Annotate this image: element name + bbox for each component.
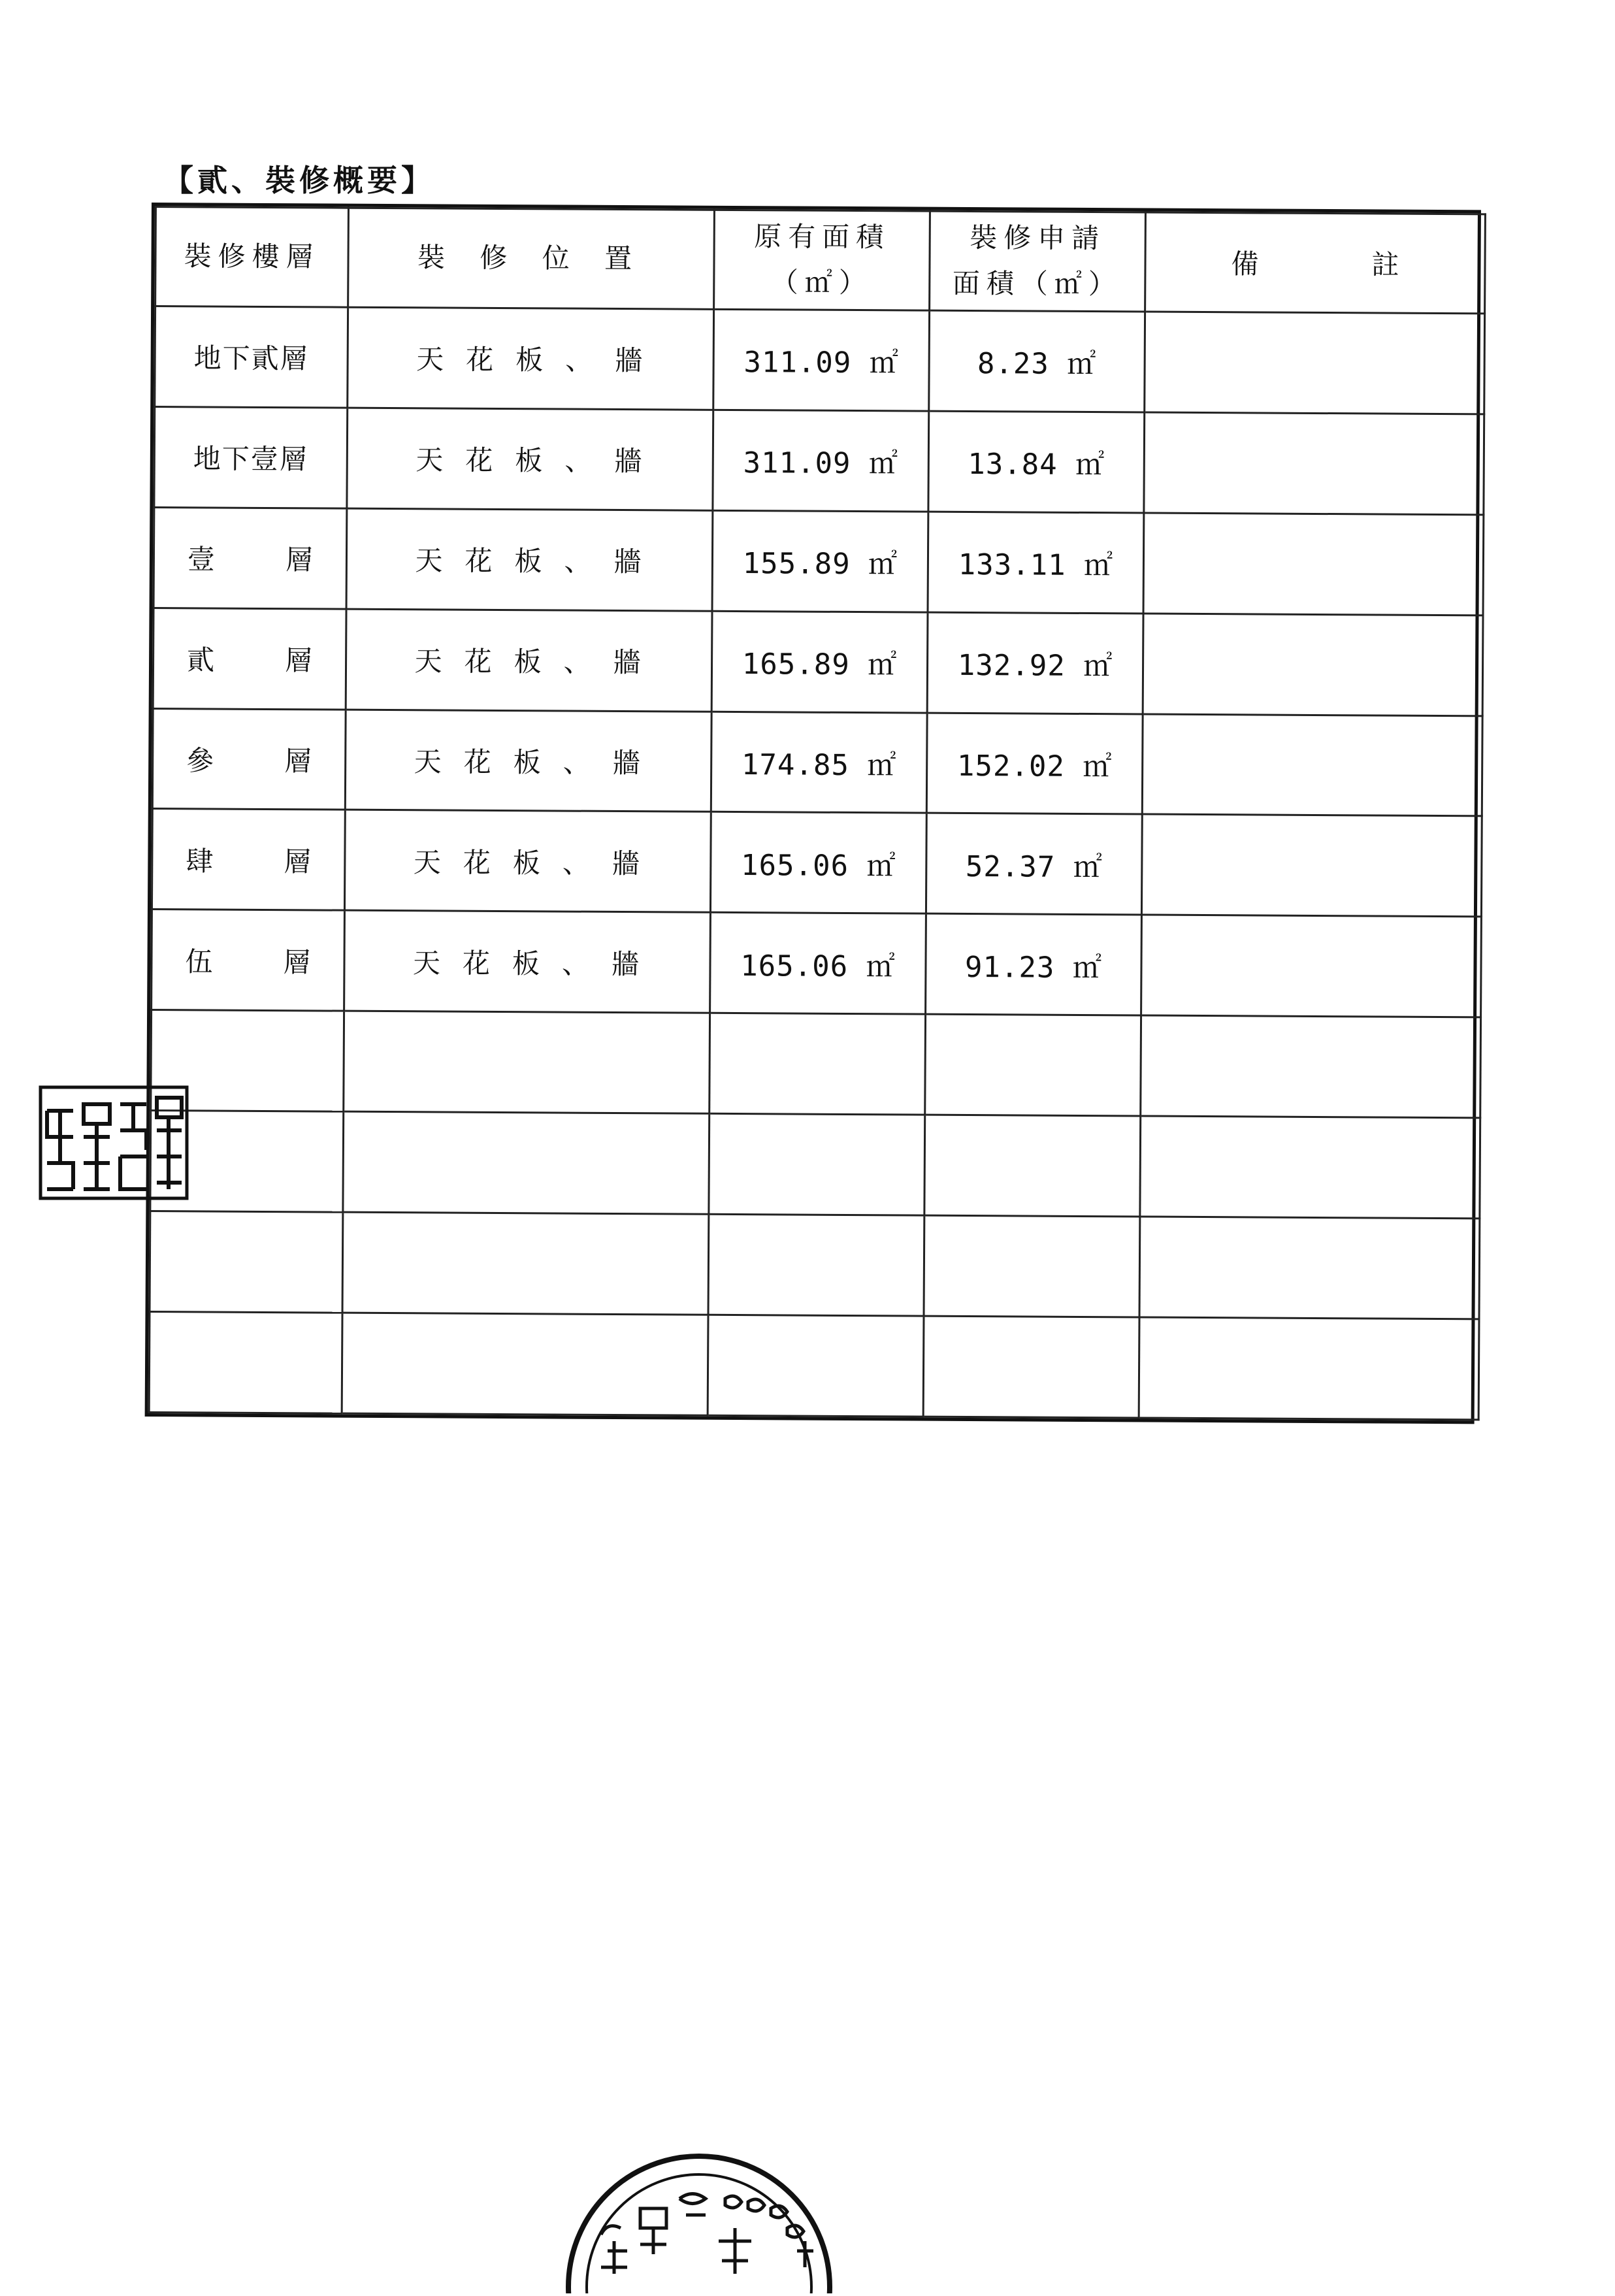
original-area-value: 311.09 ㎡ (743, 446, 899, 481)
applied-area-value: 8.23 ㎡ (977, 347, 1097, 382)
table-row (152, 910, 1482, 1017)
header-original-area (714, 210, 930, 310)
office-stamp-graphic (562, 2137, 836, 2293)
table-row (154, 406, 1484, 514)
architect-seal (38, 1085, 189, 1201)
header-position (348, 208, 715, 309)
floor-label-char-1: 肆 (186, 845, 214, 877)
header-remark-char-2: 註 (1371, 248, 1399, 282)
position-cell (347, 408, 713, 510)
original-area-value: 165.06 ㎡ (740, 949, 896, 984)
header-original-area-line2: （㎡） (770, 266, 873, 299)
position-label: 天花板、牆 (414, 645, 663, 679)
floor-label-char-1: 壹 (187, 543, 216, 576)
header-remark-char-1: 備 (1231, 248, 1259, 280)
original-area-value: 155.89 ㎡ (742, 547, 898, 582)
empty-cell (1141, 1015, 1481, 1118)
floor-label-char-2: 層 (284, 845, 312, 878)
floor-cell (154, 507, 347, 609)
applied-area-cell (926, 913, 1142, 1015)
floor-label-char-2: 層 (284, 644, 313, 677)
original-area-value: 311.09 ㎡ (743, 346, 900, 380)
architect-seal-graphic (38, 1085, 189, 1201)
applied-area-value: 13.84 ㎡ (968, 448, 1105, 482)
applied-area-value: 133.11 ㎡ (958, 548, 1114, 583)
original-area-cell (710, 812, 926, 914)
position-cell (344, 910, 711, 1013)
remark-cell (1141, 915, 1482, 1017)
section-title: 【貳、裝修概要】 (163, 163, 435, 198)
applied-area-value: 91.23 ㎡ (964, 950, 1103, 985)
empty-cell (710, 1013, 926, 1115)
position-cell (345, 710, 711, 812)
table-header-row (155, 207, 1486, 314)
empty-cell (709, 1113, 925, 1215)
original-area-value: 165.06 ㎡ (740, 848, 896, 883)
empty-cell (1140, 1116, 1480, 1219)
renovation-summary-table (148, 206, 1486, 1420)
header-remark (1145, 212, 1486, 314)
remark-cell (1142, 714, 1482, 817)
applied-area-cell (929, 310, 1145, 412)
original-area-value: 165.89 ㎡ (742, 648, 898, 682)
applied-area-cell (926, 813, 1142, 915)
original-area-cell (713, 309, 930, 411)
empty-cell (925, 1014, 1141, 1116)
position-label: 天花板、牆 (412, 947, 662, 981)
position-label: 天花板、牆 (414, 746, 662, 779)
header-applied-area (930, 211, 1146, 312)
floor-label-char-1: 伍 (185, 945, 213, 978)
position-cell (344, 810, 711, 913)
header-original-area-line1: 原有面積 (754, 220, 890, 254)
position-label: 天花板、牆 (415, 544, 664, 578)
applied-area-cell (928, 512, 1144, 614)
empty-row (150, 1211, 1480, 1319)
empty-cell (1139, 1317, 1479, 1420)
position-label: 天花板、牆 (416, 343, 665, 377)
renovation-summary-table-frame (145, 203, 1481, 1424)
floor-cell (152, 708, 346, 810)
table-row (152, 809, 1482, 917)
floor-label-char-1: 參 (186, 744, 214, 777)
applied-area-value: 152.02 ㎡ (956, 749, 1113, 784)
remark-cell (1143, 614, 1483, 716)
applied-area-value: 132.92 ㎡ (957, 648, 1113, 683)
floor-label-char-1: 貳 (186, 644, 215, 676)
table-row (152, 708, 1482, 816)
header-applied-area-line1: 裝修申請 (970, 221, 1106, 255)
floor-cell (152, 910, 345, 1011)
floor-cell (153, 608, 346, 710)
header-position-label: 裝 修 位 置 (417, 241, 645, 275)
position-cell (348, 307, 714, 410)
header-floor-label: 裝修樓層 (184, 240, 320, 273)
original-area-cell (710, 913, 926, 1015)
empty-row (150, 1111, 1480, 1219)
position-cell (346, 508, 713, 611)
empty-cell (150, 1211, 343, 1313)
position-label: 天花板、牆 (416, 444, 664, 478)
empty-cell (924, 1215, 1140, 1317)
position-label: 天花板、牆 (413, 846, 662, 880)
empty-cell (1139, 1217, 1480, 1319)
empty-cell (149, 1311, 342, 1413)
floor-label-char-2: 層 (284, 745, 312, 778)
original-area-cell (712, 510, 928, 612)
applied-area-cell (928, 411, 1145, 513)
floor-label: 地下壹層 (193, 442, 308, 476)
empty-cell (708, 1214, 924, 1316)
empty-cell (923, 1316, 1139, 1418)
empty-cell (343, 1111, 710, 1214)
table-row (155, 306, 1485, 414)
table-row (153, 608, 1483, 715)
applied-area-cell (926, 713, 1143, 815)
empty-cell (924, 1115, 1141, 1217)
applied-area-cell (927, 612, 1143, 714)
floor-label: 地下貳層 (193, 342, 309, 375)
original-area-cell (713, 410, 929, 512)
remark-cell (1145, 312, 1485, 414)
original-area-value: 174.85 ㎡ (741, 748, 897, 783)
applied-area-value: 52.37 ㎡ (965, 849, 1103, 885)
empty-row (149, 1311, 1479, 1419)
empty-cell (342, 1212, 709, 1315)
remark-cell (1144, 412, 1484, 515)
office-stamp (562, 2137, 836, 2293)
original-area-cell (711, 712, 927, 813)
empty-cell (708, 1315, 924, 1417)
floor-label-char-2: 層 (283, 945, 311, 979)
position-cell (346, 609, 712, 712)
remark-cell (1141, 814, 1482, 917)
floor-label-char-2: 層 (285, 544, 314, 576)
original-area-cell (711, 611, 928, 713)
header-applied-area-line2: 面積（㎡） (952, 267, 1122, 301)
empty-row (151, 1010, 1481, 1118)
remark-cell (1143, 513, 1484, 615)
header-floor (155, 207, 349, 308)
floor-cell (155, 306, 348, 408)
floor-cell (152, 809, 345, 911)
table-row (154, 507, 1484, 615)
empty-cell (342, 1313, 708, 1415)
empty-cell (344, 1011, 710, 1113)
floor-cell (154, 406, 348, 508)
